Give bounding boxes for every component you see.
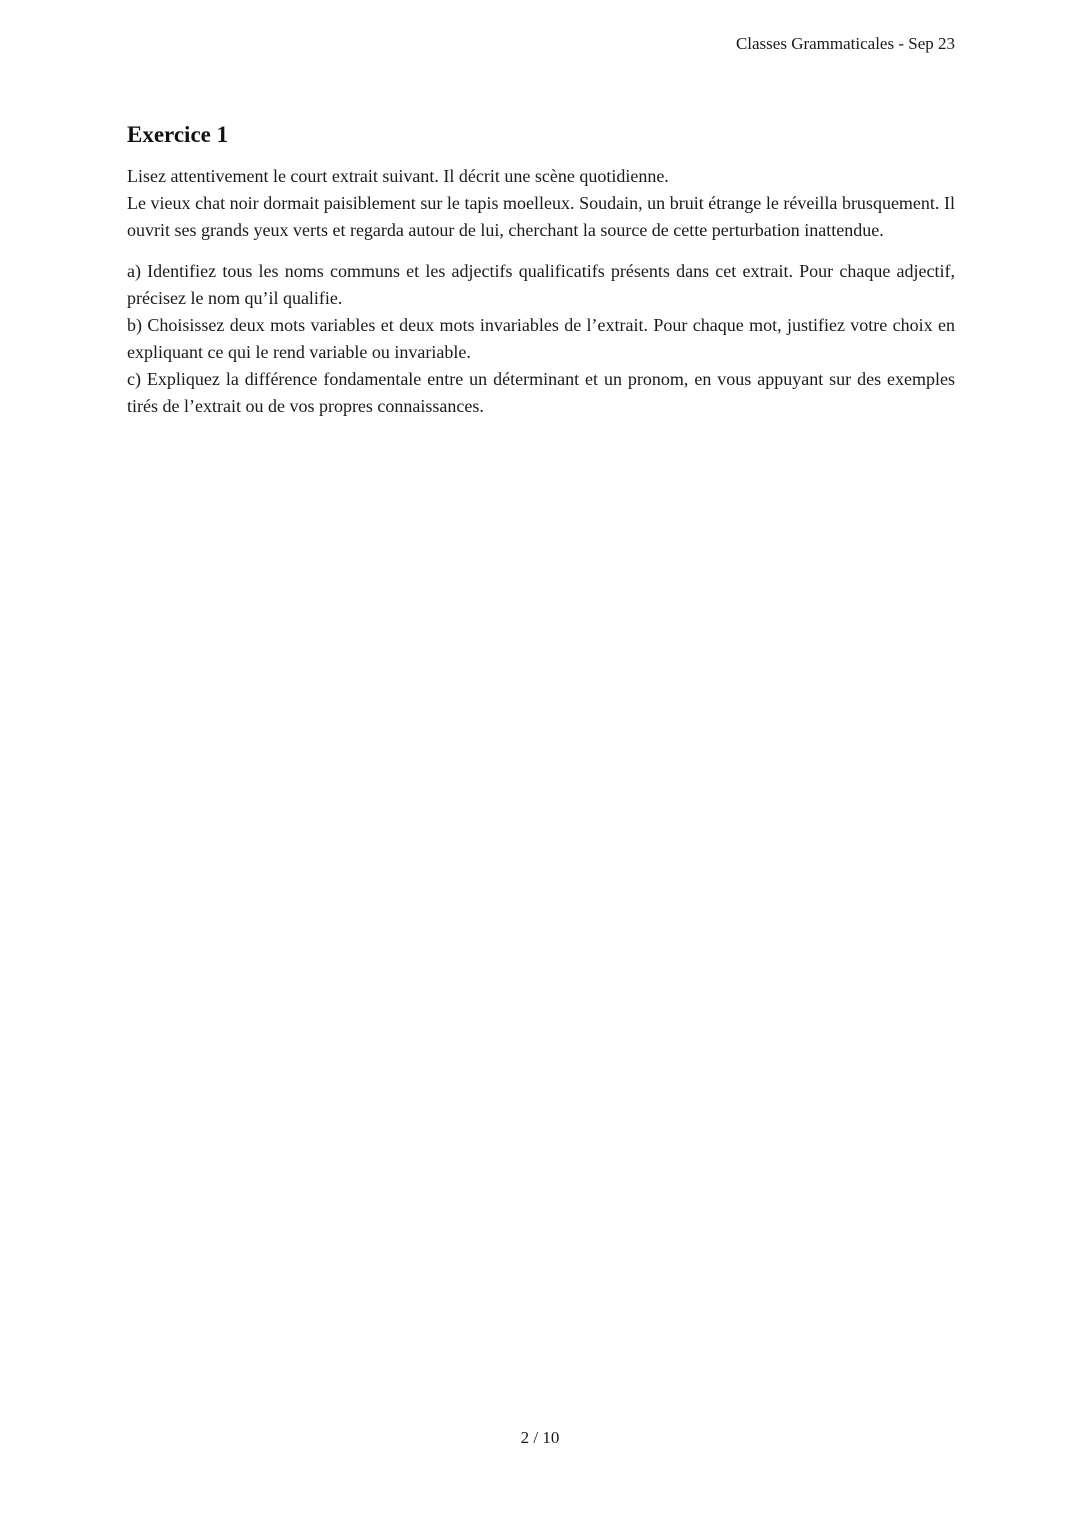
question-item-a: a) Identifiez tous les noms communs et les adjectifs qualificatifs présents dans cet extrait. Pour chaque adjectif, précisez le nom qu’il qualifie. <box>127 261 955 308</box>
intro-excerpt-text: Le vieux chat noir dormait paisiblement sur le tapis moelleux. Soudain, un bruit étrange le réveilla brusquement. Il ouvrit ses grands yeux verts et regarda autour de lui, cherchant la source de cette perturbation inattendue. <box>127 193 955 240</box>
exercise-intro <box>127 163 955 244</box>
exercise-title: Exercice 1 <box>127 122 229 147</box>
question-item-b: b) Choisissez deux mots variables et deux mots invariables de l’extrait. Pour chaque mot, justifiez votre choix en expliquant ce qui le rend variable ou invariable. <box>127 315 955 362</box>
page-number: 2 / 10 <box>520 1428 560 1447</box>
exercise-content <box>127 121 955 420</box>
header-title: Classes Grammaticales - Sep 23 <box>735 34 955 53</box>
page-footer <box>0 1428 1080 1448</box>
page-header <box>0 0 1080 53</box>
intro-instruction-line: Lisez attentivement le court extrait suivant. Il décrit une scène quotidienne. <box>127 166 669 186</box>
question-item-c: c) Expliquez la différence fondamentale entre un déterminant et un pronom, en vous appuyant sur des exemples tirés de l’extrait ou de vos propres connaissances. <box>127 369 955 416</box>
exercise-questions <box>127 258 955 420</box>
